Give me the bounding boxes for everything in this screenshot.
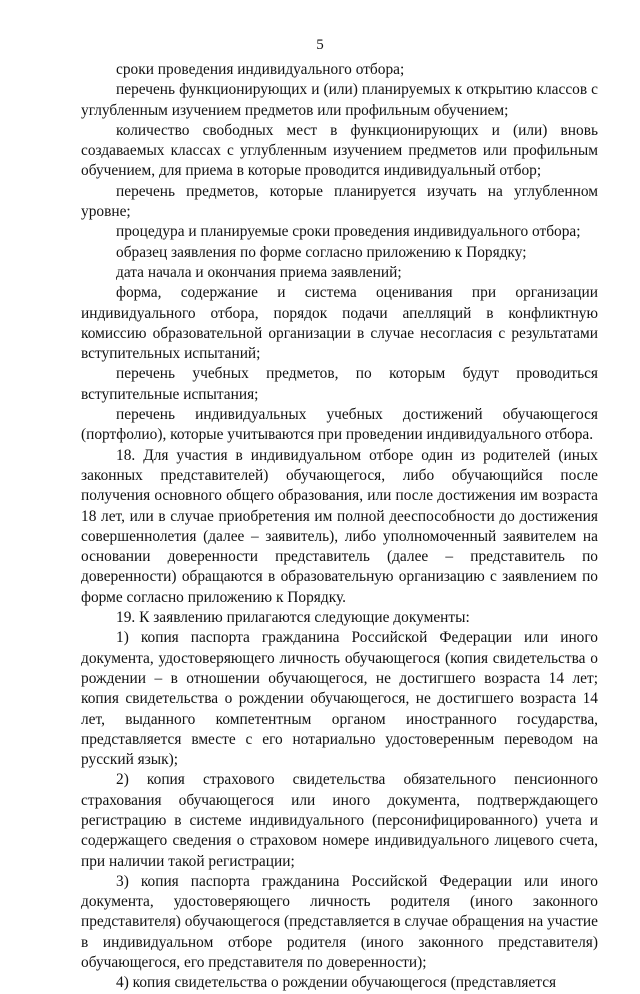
document-body	[81, 60, 598, 994]
page-number: 5	[316, 37, 324, 53]
paragraph: процедура и планируемые сроки проведения индивидуального отбора;	[116, 223, 581, 241]
paragraph: 3) копия паспорта гражданина Российской Федерации или иного документа, удостоверяющего личность родителя (иного законного представителя) обучающегося (представляется в случае обращения на участие в индивидуальном отборе родителя (иного законного представителя) обучающегося, его представителя по доверенности);	[81, 872, 598, 972]
paragraph: 4) копия свидетельства о рождении обучающегося (представляется	[116, 974, 557, 992]
paragraph: перечень предметов, которые планируется изучать на углубленном уровне;	[81, 182, 598, 221]
paragraph: перечень учебных предметов, по которым будут проводиться вступительные испытания;	[81, 365, 598, 403]
paragraph: 1) копия паспорта гражданина Российской Федерации или иного документа, удостоверяющего личность обучающегося (копия свидетельства о рождении – в отношении обучающегося, не достигшего возраста 14 лет; копия свидетельства о рождении обучающегося, не достигшего возраста 14 лет, выданного компетентным органом иностранного государства, представляется вместе с его нотариально удостоверенным переводом на русский язык);	[81, 629, 598, 769]
paragraph: перечень индивидуальных учебных достижений обучающегося (портфолио), которые учитываются при проведении индивидуального отбора.	[81, 406, 598, 444]
paragraph: перечень функционирующих и (или) планируемых к открытию классов с углубленным изучением предметов или профильным обучением;	[81, 81, 598, 119]
paragraph: дата начала и окончания приема заявлений;	[116, 263, 402, 281]
paragraph: 18. Для участия в индивидуальном отборе один из родителей (иных законных представителей) обучающегося, либо обучающийся после получения основного общего образования, или после достижения им возраста 18 лет, или в случае приобретения им полной дееспособности до достижения совершеннолетия (далее – заявитель), либо уполномоченный заявителем на основании доверенности представитель (далее – представитель по доверенности) обращаются в образовательную организацию с заявлением по форме согласно приложению к Порядку.	[81, 446, 598, 606]
paragraph: образец заявления по форме согласно приложению к Порядку;	[116, 243, 527, 261]
paragraph: 19. К заявлению прилагаются следующие документы:	[116, 609, 470, 627]
paragraph: сроки проведения индивидуального отбора;	[116, 61, 405, 78]
paragraph: количество свободных мест в функционирующих и (или) вновь создаваемых классах с углубленным изучением предметов или профильным обучением, для приема в которые проводится индивидуальный отбор;	[81, 121, 598, 180]
paragraph: 2) копия страхового свидетельства обязательного пенсионного страхования обучающегося или иного документа, подтверждающего регистрацию в системе индивидуального (персонифицированного) учета и содержащего сведения о страховом номере индивидуального лицевого счета, при наличии такой регистрации;	[81, 771, 598, 870]
paragraph: форма, содержание и система оценивания при организации индивидуального отбора, порядок подачи апелляций в конфликтную комиссию образовательной организации в случае несогласия с результатами вступительных испытаний;	[81, 284, 598, 363]
